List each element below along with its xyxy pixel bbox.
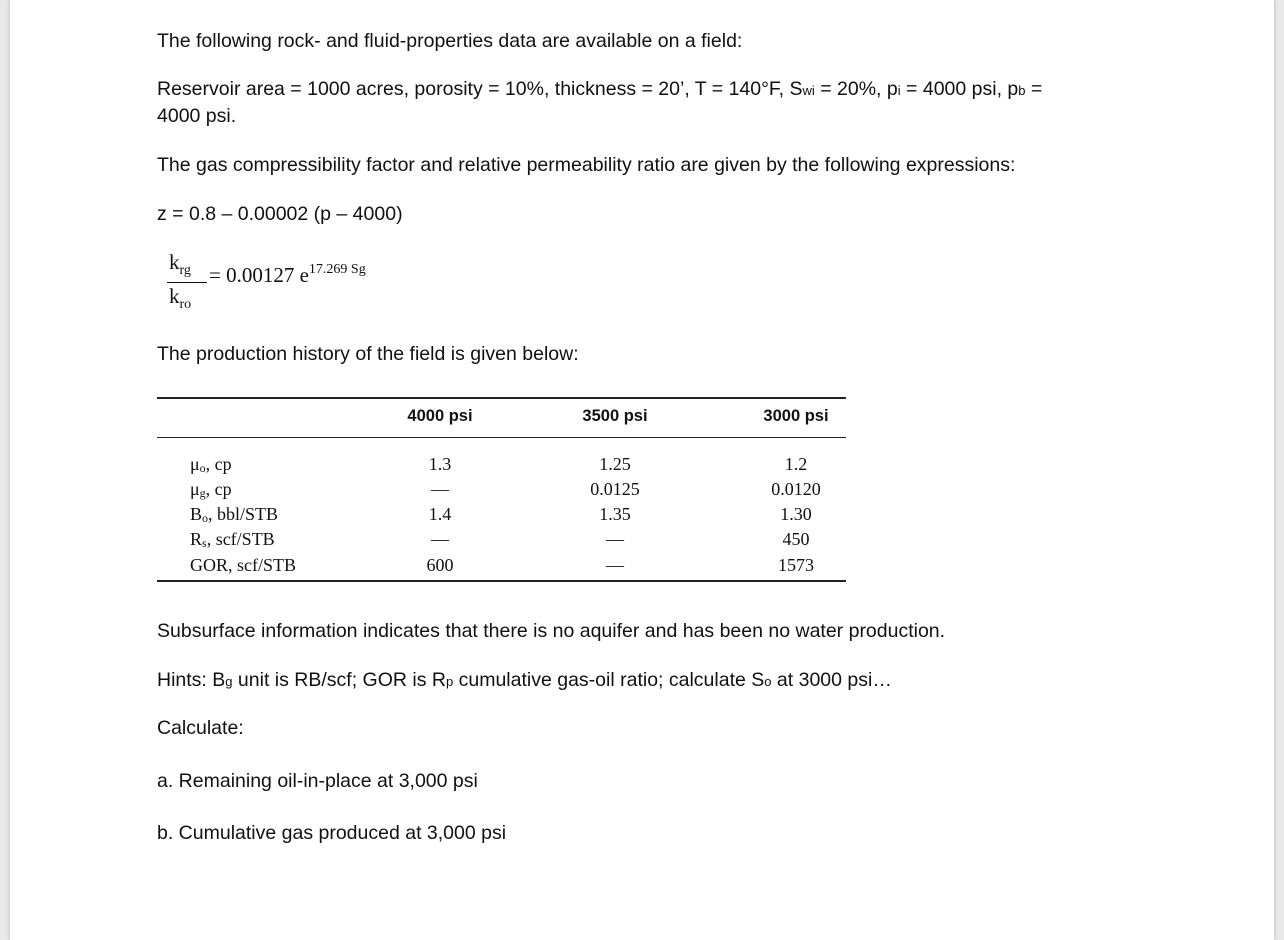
header-3500-psi: 3500 psi xyxy=(582,407,648,425)
row-label-mu-o: $\mu_o$, cp xyxy=(190,454,232,475)
cell-rs-4000: — xyxy=(431,529,449,549)
cell-mu-o-4000: 1.3 xyxy=(428,454,452,474)
expressions-intro: The gas compressibility factor and relative permeability ratio are given by the following expressions: xyxy=(157,154,1016,176)
pi-subscript: i xyxy=(897,83,901,98)
question-a: a. Remaining oil-in-place at 3,000 psi xyxy=(157,770,478,792)
subsurface-text: Subsurface information indicates that there is no aquifer and has been no water production. xyxy=(157,620,946,642)
reservoir-text-c: = 4000 psi, p xyxy=(900,78,1019,100)
cell-bo-3000: 1.30 xyxy=(780,504,812,524)
table-top-rule xyxy=(157,397,846,399)
so-subscript: o xyxy=(764,674,772,689)
fraction-bar xyxy=(167,282,207,283)
reservoir-text-b: = 20%, p xyxy=(814,78,898,100)
kr-numerator: $k_{rg}$ xyxy=(169,250,191,278)
kr-ratio-equation xyxy=(165,250,425,320)
calculate-heading: Calculate: xyxy=(157,717,244,739)
cell-mu-g-3500: 0.0125 xyxy=(590,479,640,499)
row-label-mu-g: $\mu_g$, cp xyxy=(190,479,232,500)
table-header-rule xyxy=(157,437,846,438)
kr-exponent: 17.269 Sg xyxy=(308,262,366,277)
bg-subscript: g xyxy=(225,674,233,689)
cell-mu-o-3500: 1.25 xyxy=(599,454,631,474)
rp-subscript: p xyxy=(445,674,454,689)
z-equation: z = 0.8 – 0.00002 (p – 4000) xyxy=(157,203,403,225)
cell-rs-3500: — xyxy=(606,529,624,549)
cell-gor-4000: 600 xyxy=(426,555,454,575)
row-label-bo: $B_o$, bbl/STB xyxy=(190,504,279,525)
cell-rs-3000: 450 xyxy=(782,529,810,549)
swi-subscript: wi xyxy=(802,83,815,98)
kr-denominator: $k_{ro}$ xyxy=(169,284,192,312)
pb-subscript: b xyxy=(1018,83,1026,98)
document-page xyxy=(10,0,1274,940)
cell-mu-g-4000: — xyxy=(431,479,449,499)
reservoir-data-line2: 4000 psi. xyxy=(157,105,237,127)
kr-rhs: = 0.00127 $e^{17.269 Sg}$ xyxy=(209,262,366,287)
hints-text: Hints: Bg unit is RB/scf; GOR is Rp cumulative gas-oil ratio; calculate So at 3000 psi… xyxy=(157,669,892,691)
reservoir-text-a: Reservoir area = 1000 acres, porosity = 10%, thickness = 20’, T = 140°F, S xyxy=(157,78,803,100)
row-label-gor: GOR, scf/STB xyxy=(190,555,297,575)
header-4000-psi: 4000 psi xyxy=(407,407,473,425)
cell-gor-3500: — xyxy=(606,555,624,575)
production-intro: The production history of the field is given below: xyxy=(157,343,579,365)
cell-bo-4000: 1.4 xyxy=(428,504,452,524)
cell-mu-o-3000: 1.2 xyxy=(784,454,808,474)
row-label-rs: $R_s$, scf/STB xyxy=(190,529,275,550)
reservoir-data-line1 xyxy=(157,76,1042,104)
cell-bo-3500: 1.35 xyxy=(599,504,631,524)
intro-text: The following rock- and fluid-properties data are available on a field: xyxy=(157,30,743,52)
question-b: b. Cumulative gas produced at 3,000 psi xyxy=(157,822,507,844)
header-3000-psi: 3000 psi xyxy=(763,407,829,425)
cell-gor-3000: 1573 xyxy=(778,555,814,575)
table-bottom-rule xyxy=(157,580,846,582)
cell-mu-g-3000: 0.0120 xyxy=(771,479,821,499)
reservoir-text-d: = xyxy=(1025,78,1043,100)
